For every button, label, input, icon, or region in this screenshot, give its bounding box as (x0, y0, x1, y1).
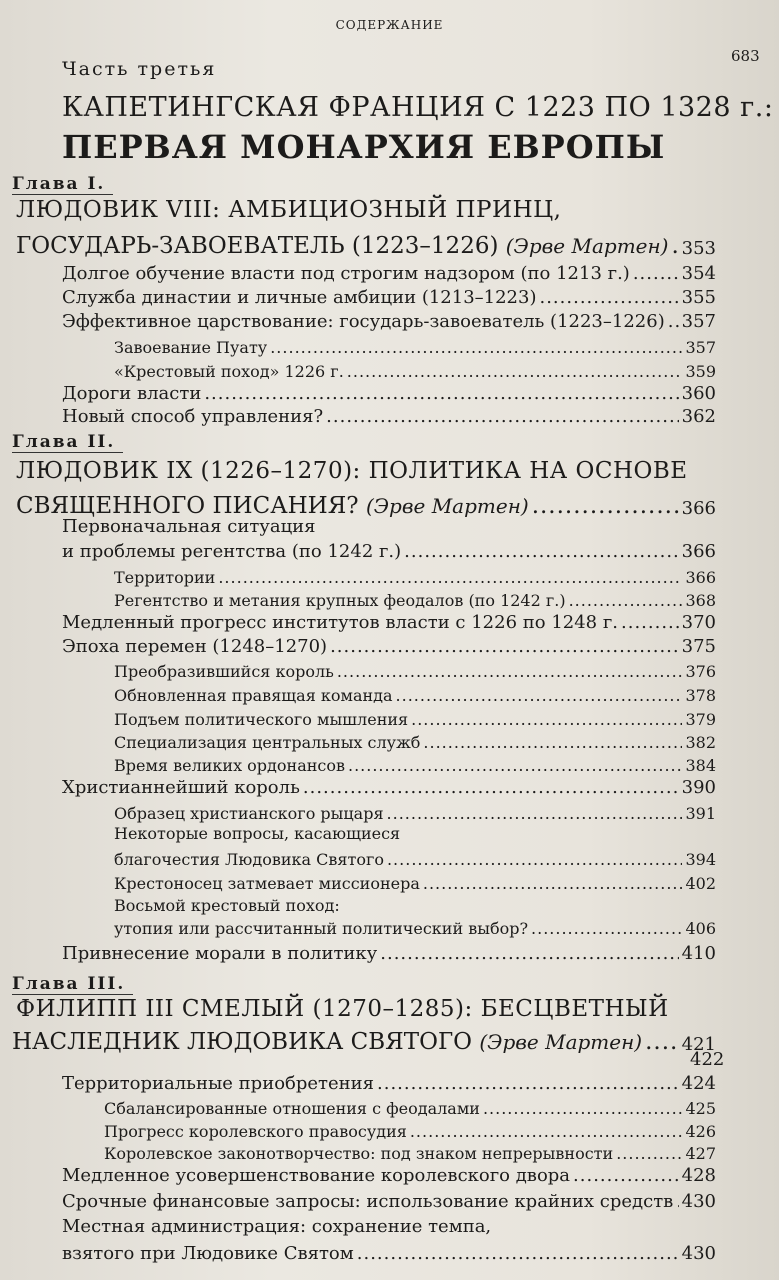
toc-subentry[interactable]: Подъем политического мышления ..... 379 (114, 705, 716, 729)
chapter-title-line2: НАСЛЕДНИК ЛЮДОВИКА СВЯТОГО (Эрве Мартен) (12, 1029, 643, 1055)
chapter-label: Глава III. (12, 974, 133, 995)
toc-subentry[interactable]: благочестия Людовика Святого ..... 394 (114, 845, 716, 869)
leader-dots (645, 1029, 679, 1055)
toc-subentry[interactable]: Время великих ордонансов ..... 384 (114, 751, 716, 775)
chapter-title-line1: ЛЮДОВИК IX (1226–1270): ПОЛИТИКА НА ОСНОВЕ (16, 458, 688, 484)
toc-entry[interactable]: Срочные финансовые запросы: использование крайних средств ..... 430 (62, 1188, 716, 1212)
toc-subentry[interactable]: Преобразившийся король ..... 376 (114, 657, 716, 681)
chapter-label: Глава I. (12, 174, 113, 195)
toc-entry[interactable]: Служба династии и личные амбиции (1213–1223) ..... 355 (62, 284, 716, 308)
chapter-title-line1: ФИЛИПП III СМЕЛЫЙ (1270–1285): БЕСЦВЕТНЫЙ (16, 996, 669, 1022)
chapter-label: Глава II. (12, 432, 123, 453)
toc-subentry-line1: Некоторые вопросы, касающиеся (114, 824, 401, 843)
entry-page: 366 (681, 498, 716, 519)
part-title-line2: ПЕРВАЯ МОНАРХИЯ ЕВРОПЫ (62, 128, 666, 166)
toc-subentry[interactable]: утопия или рассчитанный политический выбор? ..... 406 (114, 914, 716, 938)
entry-page: 353 (681, 238, 716, 259)
toc-subentry[interactable]: Специализация центральных служб ..... 382 (114, 728, 716, 752)
toc-subentry[interactable]: Прогресс королевского правосудия ..... 426 (104, 1117, 716, 1141)
toc-subentry[interactable]: Обновленная правящая команда ..... 378 (114, 681, 716, 705)
toc-subentry-line1: Восьмой крестовый поход: (114, 896, 340, 915)
leader-dots (532, 493, 679, 519)
toc-subentry[interactable]: Сбалансированные отношения с феодалами ..... 425 (104, 1094, 716, 1118)
toc-subentry[interactable]: Завоевание Пуату ..... 357 (114, 333, 716, 357)
toc-entry-line1: Местная администрация: сохранение темпа, (62, 1216, 492, 1237)
chapter-title-line2: ГОСУДАРЬ-ЗАВОЕВАТЕЛЬ (1223–1226) (Эрве Мартен) (16, 233, 669, 259)
chapter-title-line1: ЛЮДОВИК VIII: АМБИЦИОЗНЫЙ ПРИНЦ, (16, 197, 562, 223)
toc-entry-line1: Первоначальная ситуация (62, 516, 316, 537)
toc-subentry[interactable]: Территории ..... 366 (114, 563, 716, 587)
toc-entry[interactable]: Медленное усовершенствование королевского двора ..... 428 (62, 1162, 716, 1186)
toc-subentry[interactable]: Королевское законотворчество: под знаком непрерывности ..... 427 (104, 1139, 716, 1163)
chapter-title-entry[interactable] (16, 229, 716, 259)
page-number: 683 (731, 47, 760, 65)
chapter-author: (Эрве Мартен) (479, 1030, 643, 1054)
toc-entry[interactable]: Дороги власти ..... 360 (62, 380, 716, 404)
toc-entry[interactable]: Долгое обучение власти под строгим надзором (по 1213 г.) ..... 354 (62, 260, 716, 284)
toc-entry[interactable]: Эпоха перемен (1248–1270) ..... 375 (62, 633, 716, 657)
toc-entry[interactable]: Христианнейший король ..... 390 (62, 774, 716, 798)
toc-subentry[interactable]: Крестоносец затмевает миссионера ..... 402 (114, 869, 716, 893)
toc-entry[interactable]: Медленный прогресс институтов власти с 1226 по 1248 г. ..... 370 (62, 609, 716, 633)
toc-subentry[interactable]: «Крестовый поход» 1226 г. ..... 359 (114, 357, 716, 381)
running-header: СОДЕРЖАНИЕ (335, 18, 444, 32)
toc-entry[interactable]: Привнесение морали в политику ..... 410 (62, 940, 716, 964)
toc-entry[interactable]: Эффективное царствование: государь-завоеватель (1223–1226) ..... 357 (62, 308, 716, 332)
toc-entry[interactable]: Территориальные приобретения ..... 424 (62, 1070, 716, 1094)
part-title-line1: КАПЕТИНГСКАЯ ФРАНЦИЯ С 1223 ПО 1328 г.: (62, 92, 774, 123)
chapter-author: (Эрве Мартен) (365, 494, 529, 518)
toc-entry[interactable]: и проблемы регентства (по 1242 г.) ..... 366 (62, 538, 716, 562)
chapter-title-entry[interactable] (16, 489, 716, 519)
toc-subentry[interactable]: Образец христианского рыцаря ..... 391 (114, 799, 716, 823)
chapter-title-line2: СВЯЩЕННОГО ПИСАНИЯ? (Эрве Мартен) (16, 493, 529, 519)
part-label: Часть третья (62, 58, 217, 80)
entry-page: 422 (690, 1049, 725, 1070)
chapter-author: (Эрве Мартен) (505, 234, 669, 258)
entry-page: 421 (681, 1034, 716, 1055)
leader-dots (671, 233, 678, 259)
toc-entry[interactable]: Новый способ управления? ..... 362 (62, 403, 716, 427)
toc-subentry[interactable]: Регентство и метания крупных феодалов (по 1242 г.) ..... 368 (114, 586, 716, 610)
chapter-title-entry[interactable] (12, 1025, 716, 1055)
toc-entry[interactable]: взятого при Людовике Святом ..... 430 (62, 1240, 716, 1264)
